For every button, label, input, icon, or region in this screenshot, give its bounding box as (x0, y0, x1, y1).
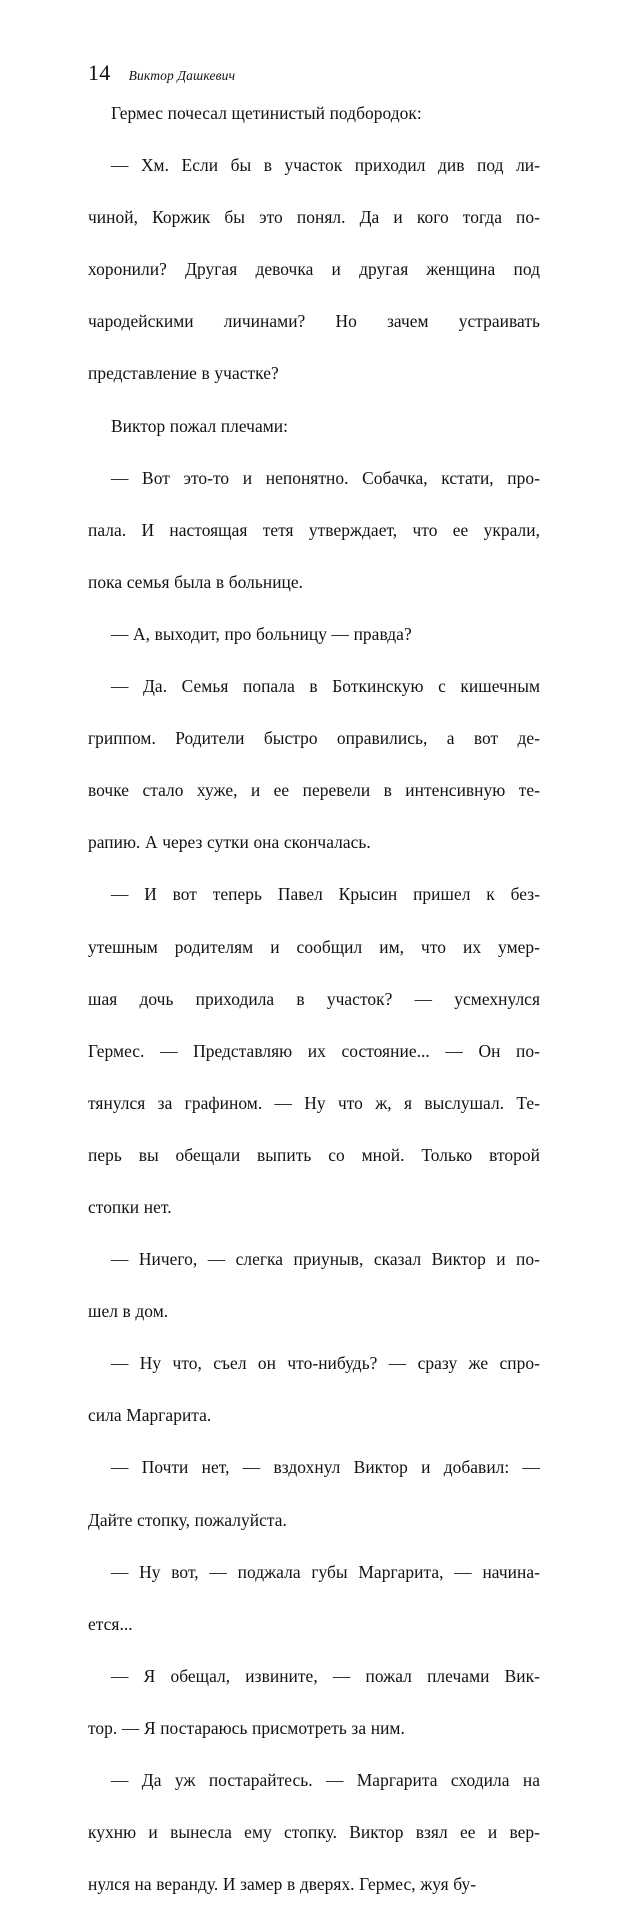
text-line: тянулся за графином. — Ну что ж, я выслушал. Те- (88, 1092, 540, 1113)
paragraph (88, 152, 540, 412)
text-line: кухню и вынесла ему стопку. Виктор взял ее и вер- (88, 1822, 540, 1843)
text-line: — Почти нет, — вздохнул Виктор и добавил: — (111, 1457, 540, 1478)
page-number: 14 (88, 60, 111, 85)
running-head-author: Виктор Дашкевич (128, 68, 236, 83)
text-line: — Я обещал, извините, — пожал плечами Вик- (111, 1665, 540, 1686)
text-line: сила Маргарита. (88, 1405, 212, 1426)
body-text (88, 100, 540, 1923)
text-line: перь вы обещали выпить со мной. Только второй (88, 1144, 540, 1165)
text-line: — Ну вот, — поджала губы Маргарита, — начина- (111, 1561, 540, 1582)
paragraph (88, 621, 540, 673)
text-line: Гермес почесал щетинистый подбородок: (111, 103, 422, 123)
running-head (88, 62, 540, 88)
text-line: рапию. А через сутки она скончалась. (88, 832, 371, 853)
paragraph (88, 1559, 540, 1663)
paragraph (88, 1454, 540, 1558)
text-line: пала. И настоящая тетя утверждает, что ее украли, (88, 519, 540, 540)
text-line: представление в участке? (88, 363, 279, 384)
paragraph (88, 1767, 540, 1923)
text-line: — И вот теперь Павел Крысин пришел к без- (111, 884, 540, 905)
paragraph (88, 100, 540, 152)
text-line: вочке стало хуже, и ее перевели в интенсивную те- (88, 780, 540, 801)
text-line: — Да уж постарайтесь. — Маргарита сходила на (111, 1770, 540, 1790)
text-line: — Ну что, съел он что-нибудь? — сразу же спро- (111, 1353, 540, 1374)
text-line: хоронили? Другая девочка и другая женщина под (88, 259, 540, 280)
text-line: утешным родителям и сообщил им, что их умер- (88, 936, 540, 957)
paragraph (88, 673, 540, 881)
text-line: чиной, Коржик бы это понял. Да и кого тогда по- (88, 207, 540, 228)
paragraph (88, 1246, 540, 1350)
text-line: Виктор пожал плечами: (111, 415, 289, 436)
text-line: — Хм. Если бы в участок приходил див под ли- (111, 155, 540, 176)
text-line: — Ничего, — слегка приуныв, сказал Виктор и по- (111, 1249, 540, 1270)
text-line: — Да. Семья попала в Боткинскую с кишечным (111, 676, 540, 697)
text-line: шая дочь приходила в участок? — усмехнулся (88, 988, 540, 1009)
paragraph (88, 413, 540, 465)
text-line: Гермес. — Представляю их состояние... — Он по- (88, 1040, 540, 1061)
text-line: чародейскими личинами? Но зачем устраивать (88, 311, 540, 332)
text-line: стопки нет. (88, 1196, 172, 1217)
text-line: — Вот это-то и непонятно. Собачка, кстати, про- (111, 467, 540, 488)
paragraph (88, 881, 540, 1246)
text-line: тор. — Я постараюсь присмотреть за ним. (88, 1717, 405, 1738)
paragraph (88, 1350, 540, 1454)
text-line: гриппом. Родители быстро оправились, а вот де- (88, 728, 540, 749)
text-line: — А, выходит, про больницу — правда? (111, 623, 412, 644)
paragraph (88, 1663, 540, 1767)
paragraph (88, 465, 540, 621)
text-line: пока семья была в больнице. (88, 571, 304, 592)
text-line: шел в дом. (88, 1301, 169, 1322)
text-line: ется... (88, 1613, 133, 1634)
text-line: Дайте стопку, пожалуйста. (88, 1509, 287, 1530)
text-line: нулся на веранду. И замер в дверях. Гермес, жуя бу- (88, 1874, 477, 1895)
